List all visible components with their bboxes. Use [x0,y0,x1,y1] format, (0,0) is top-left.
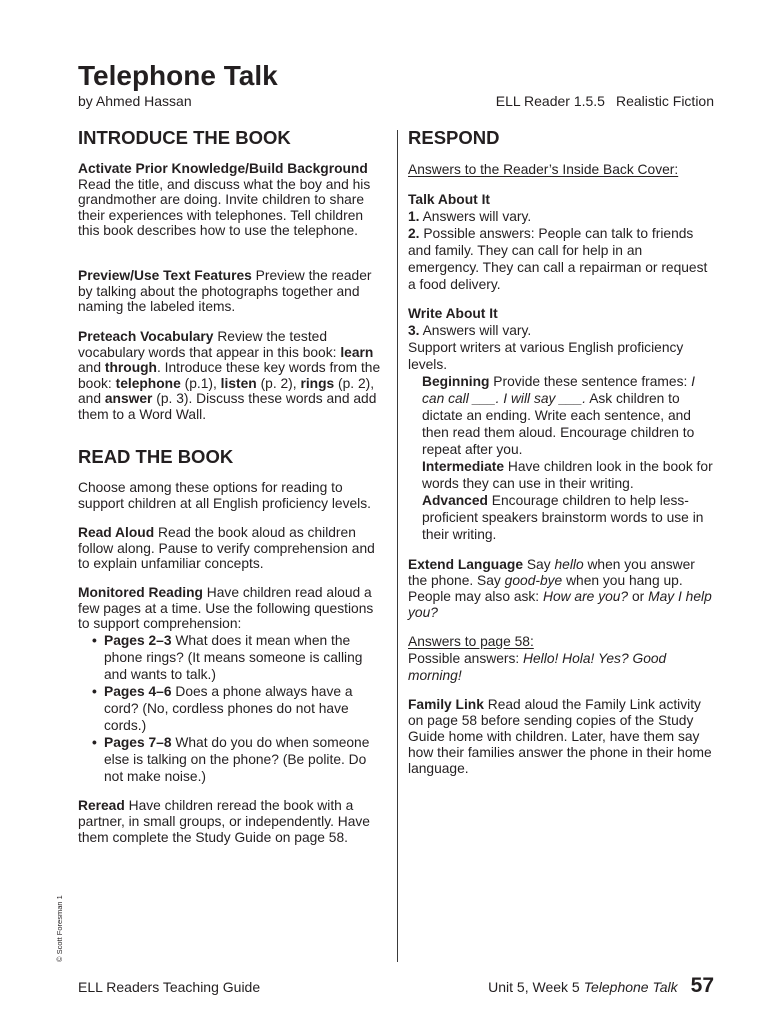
advanced-level-paragraph [408,492,714,543]
monitored-reading-text: Have children read aloud a few pages at a time. Use the following questions to support comprehension: [78,585,374,632]
reread-text: Have children reread the book with a partner, in small groups, or independently. Have them complete the Study Guide on page 58. [78,798,370,845]
talk-about-it-heading [408,191,714,208]
question-text: Does a phone always have a cord? (No, cordless phones do not have cords.) [104,684,353,733]
preview-text-features-paragraph [78,268,384,315]
column-divider [397,130,398,962]
page-58-answers-section [408,633,714,684]
page-58-label [408,633,714,650]
beginning-level-paragraph [408,373,714,458]
answers-prefix: Possible answers: [408,651,520,666]
answer-number: 2. [408,226,420,241]
key-word: telephone [115,375,181,391]
page-title: Telephone Talk [78,60,278,91]
question-pages: Pages 2–3 [104,633,172,648]
read-aloud-text: Read the book aloud as children follow along. Pause to verify comprehension and to explain unfamiliar concepts. [78,525,375,572]
cover-answers-label-text: Answers to the Reader’s Inside Back Cover: [408,162,679,177]
preteach-text: Review the tested vocabulary words that appear in this book: [78,329,337,360]
respond-heading: RESPOND [408,127,500,148]
question-pages: Pages 4–6 [104,684,172,699]
copyright-notice: © Scott Foresman 1 [55,895,64,962]
answer-text: Possible answers: People can talk to friends and family. They can call for help in an emergency. They can call a repairman or request a food delivery. [408,226,708,292]
extend-text: Say [526,557,551,572]
key-word: answer [104,391,153,407]
activate-label: Activate Prior Knowledge/Build Background [78,161,368,176]
read-aloud-label: Read Aloud [78,525,155,540]
example-phrase: good-bye [504,573,563,588]
preteach-text: . Introduce these key words from the book: [78,360,381,391]
answer-text: Answers will vary. [422,323,532,338]
read-aloud-paragraph [78,525,384,572]
activate-text: Read the title, and discuss what the boy and his grandmother are doing. Invite children to share their experiences with telephones. Tell children this book describes how to use the telephone. [78,176,371,239]
footer-book-title: Telephone Talk [583,979,678,995]
reading-options-intro: Choose among these options for reading to support children at all English proficiency levels. [78,480,371,511]
question-pages: Pages 7–8 [104,735,172,750]
intermediate-label: Intermediate [422,459,505,474]
example-phrase: How are you? [542,589,629,604]
author-line: by Ahmed Hassan [78,93,192,109]
reader-genre: Realistic Fiction [615,93,714,109]
page-reference: (p.1), [184,375,217,391]
page-58-label-text: Answers to page 58: [408,634,534,649]
reader-info [496,93,714,109]
advanced-text: Encourage children to help less-proficient speakers brainstorm words to use in their writing. [422,493,704,542]
comprehension-questions-list [78,632,384,785]
reread-paragraph [78,798,384,846]
question-text: What do you do when someone else is talking on the phone? (Be polite. Do not make noise.) [104,735,370,784]
write-about-it-title: Write About It [408,306,498,321]
family-link-paragraph [408,697,714,777]
write-about-it-heading [408,305,714,322]
talk-about-it-section [408,191,714,293]
answer-item [408,322,714,339]
preteach-connector: and [78,360,102,376]
talk-about-it-title: Talk About It [408,192,491,207]
intermediate-level-paragraph [408,458,714,492]
tested-word: learn [340,344,374,360]
example-phrase: hello [554,557,584,572]
sentence-frames: I can call ___. I will say ___. [422,374,696,406]
extend-language-paragraph [408,557,714,621]
example-phrase: May I help you? [408,589,712,620]
preteach-vocabulary-paragraph [78,329,384,423]
intermediate-text: Have children look in the book for words they can use in their writing. [422,459,713,491]
answer-item [408,225,714,293]
answer-text: Answers will vary. [422,209,532,224]
answer-item [408,208,714,225]
tested-word: through [104,360,157,376]
list-item [78,683,384,734]
answer-number: 3. [408,323,420,338]
activate-prior-knowledge-paragraph [78,161,384,239]
family-link-label: Family Link [408,697,484,712]
beginning-text: Provide these sentence frames: [493,374,688,389]
preteach-label: Preteach Vocabulary [78,329,214,344]
extend-language-label: Extend Language [408,557,523,572]
preview-label: Preview/Use Text Features [78,268,252,283]
preteach-text: (p. 3). Discuss these words and add them to a Word Wall. [78,391,377,422]
preview-text: Preview the reader by talking about the photographs together and naming the labeled items. [78,268,372,315]
footer-unit: Unit 5, Week 5 [488,979,580,995]
monitored-reading-paragraph [78,585,384,632]
reader-level: ELL Reader 1.5.5 [495,93,605,109]
write-about-it-section [408,305,714,543]
key-word: rings [300,375,335,391]
beginning-text: Ask children to dictate an ending. Write each sentence, and then read them aloud. Encourage children to repeat after you. [422,391,695,457]
extend-text: when you hang up. People may also ask: [408,573,683,604]
page-number: 57 [690,974,714,997]
answers-examples: Hello! Hola! Yes? Good morning! [408,651,667,683]
key-word: listen [220,375,257,391]
beginning-label: Beginning [422,374,490,389]
read-the-book-heading: READ THE BOOK [78,446,234,467]
list-item [78,734,384,785]
cover-answers-label [408,161,714,178]
page-reference: (p. 2), and [78,375,375,407]
page-58-answers [408,650,714,684]
list-item [78,632,384,683]
reread-label: Reread [78,798,125,813]
extend-text: or [631,589,645,604]
footer-guide-title: ELL Readers Teaching Guide [78,979,261,995]
monitored-reading-label: Monitored Reading [78,585,203,600]
introduce-the-book-heading: INTRODUCE THE BOOK [78,127,291,148]
extend-text: when you answer the phone. Say [408,557,695,588]
advanced-label: Advanced [422,493,488,508]
footer-page-info [488,974,714,998]
family-link-text: Read aloud the Family Link activity on page 58 before sending copies of the Study Guide home with children. Later, have them say how their families answer the phone in their home language. [408,697,712,776]
support-writers-text: Support writers at various English proficiency levels. [408,340,684,372]
answer-number: 1. [408,209,420,224]
page-reference: (p. 2), [260,375,297,391]
question-text: What does it mean when the phone rings? (It means someone is calling and wants to talk.) [104,633,363,682]
